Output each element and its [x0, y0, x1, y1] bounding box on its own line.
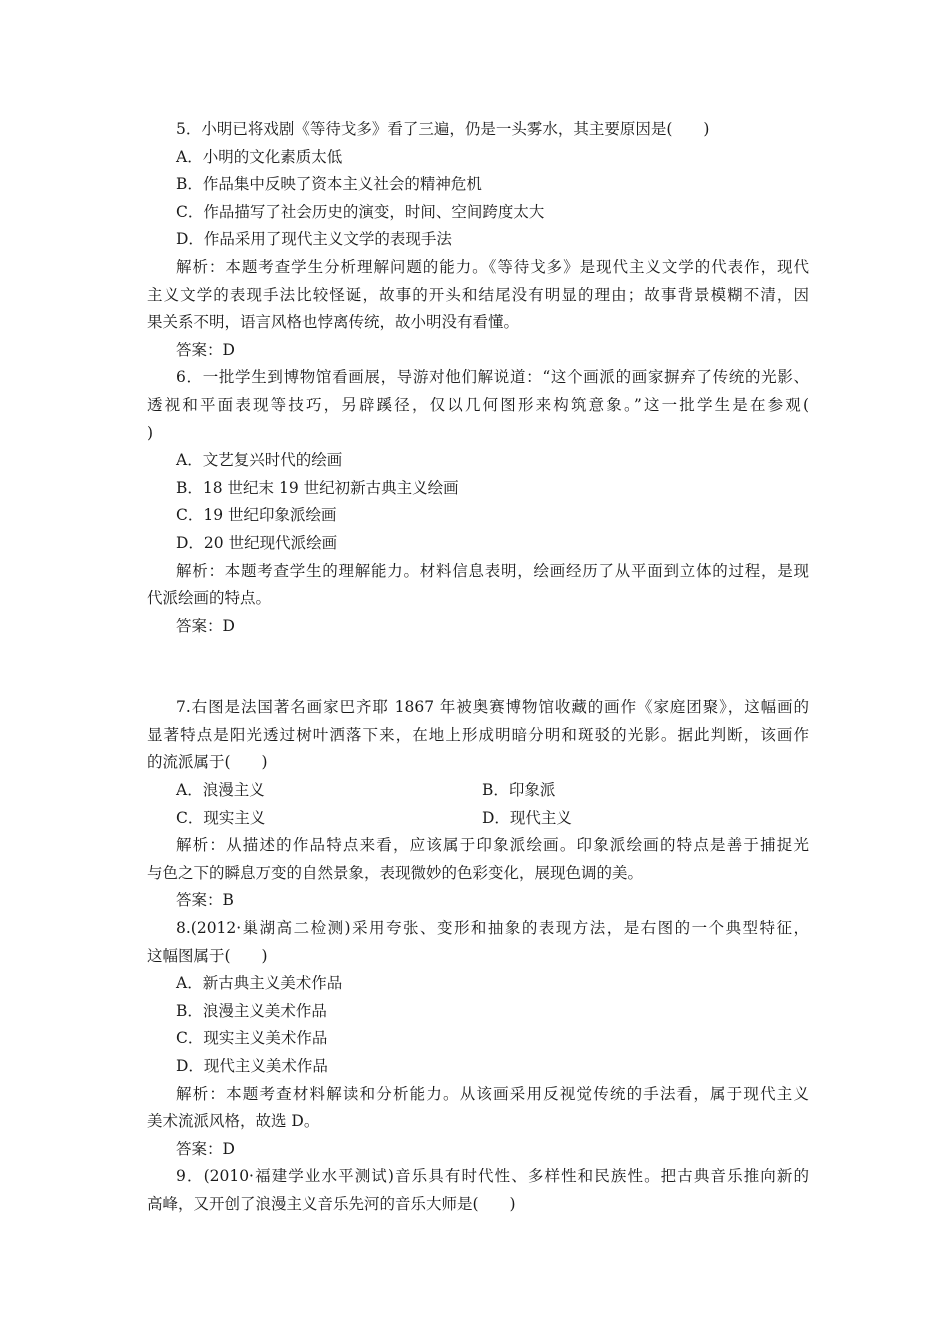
question-7 — [147, 694, 809, 915]
answer: 答案：B — [176, 891, 234, 910]
option-b: B．印象派 — [482, 781, 556, 800]
question-6 — [147, 364, 809, 640]
analysis-line: 解析：本题考查材料解读和分析能力。从该画采用反视觉传统的手法看，属于现代主义 — [176, 1084, 809, 1103]
option-c: C．作品描写了社会历史的演变，时间、空间跨度太大 — [176, 202, 545, 221]
question-9 — [147, 1163, 809, 1218]
question-stem: 5．小明已将戏剧《等待戈多》看了三遍，仍是一头雾水，其主要原因是( ) — [176, 120, 710, 138]
answer: 答案：D — [176, 616, 235, 635]
option-row — [147, 805, 809, 833]
answer: 答案：D — [176, 340, 235, 359]
option-a: A．小明的文化素质太低 — [176, 147, 343, 166]
analysis-line: 主义文学的表现手法比较怪诞，故事的开头和结尾没有明显的理由；故事背景模糊不清，因 — [147, 285, 809, 304]
question-stem: ) — [147, 423, 154, 442]
analysis-line: 解析：本题考查学生分析理解问题的能力。《等待戈多》是现代主义文学的代表作，现代 — [176, 257, 809, 276]
answer: 答案：D — [176, 1139, 235, 1158]
option-b: B．浪漫主义美术作品 — [176, 1001, 327, 1020]
analysis-line: 果关系不明，语言风格也悖离传统，故小明没有看懂。 — [147, 313, 520, 332]
option-d: D．现代主义美术作品 — [176, 1057, 328, 1075]
analysis-line: 美术流派风格，故选 D。 — [147, 1112, 320, 1131]
analysis-line: 解析：从描述的作品特点来看，应该属于印象派绘画。印象派绘画的特点是善于捕捉光 — [176, 836, 809, 855]
option-b: B．18 世纪末 19 世纪初新古典主义绘画 — [176, 478, 459, 497]
question-stem: 这幅图属于( ) — [147, 946, 268, 965]
option-row — [147, 777, 809, 805]
section-gap — [147, 640, 809, 694]
analysis-line: 解析：本题考查学生的理解能力。材料信息表明，绘画经历了从平面到立体的过程，是现 — [176, 561, 809, 580]
option-b: B．作品集中反映了资本主义社会的精神危机 — [176, 175, 482, 194]
option-c: C．现实主义 — [176, 808, 266, 827]
question-stem: 显著特点是阳光透过树叶洒落下来，在地上形成明暗分明和斑驳的光影。据此判断，该画作 — [147, 725, 809, 744]
option-d: D．作品采用了现代主义文学的表现手法 — [176, 230, 452, 249]
document-page — [147, 116, 809, 1219]
question-stem: 9．(2010·福建学业水平测试)音乐具有时代性、多样性和民族性。把古典音乐推向新的 — [176, 1167, 809, 1186]
question-stem: 的流派属于( ) — [147, 753, 268, 772]
option-d: D．20 世纪现代派绘画 — [176, 533, 338, 552]
option-c: C．现实主义美术作品 — [176, 1029, 328, 1048]
option-a: A．新古典主义美术作品 — [176, 974, 343, 993]
question-5 — [147, 116, 809, 364]
question-stem: 6．一批学生到博物馆看画展，导游对他们解说道：“这个画派的画家摒弃了传统的光影、 — [176, 368, 809, 387]
analysis-line: 代派绘画的特点。 — [147, 589, 272, 608]
question-stem: 高峰，又开创了浪漫主义音乐先河的音乐大师是( ) — [147, 1194, 516, 1213]
option-c: C．19 世纪印象派绘画 — [176, 506, 337, 525]
question-stem: 7.右图是法国著名画家巴齐耶 1867 年被奥赛博物馆收藏的画作《家庭团聚》，这幅画的 — [176, 698, 809, 717]
question-stem: 透视和平面表现等技巧，另辟蹊径，仅以几何图形来构筑意象。”这一批学生是在参观( — [147, 395, 809, 414]
question-8 — [147, 915, 809, 1163]
question-stem: 8.(2012·巢湖高二检测)采用夸张、变形和抽象的表现方法，是右图的一个典型特征， — [176, 919, 809, 938]
analysis-line: 与色之下的瞬息万变的自然景象，表现微妙的色彩变化，展现色调的美。 — [147, 863, 644, 882]
option-a: A．浪漫主义 — [176, 781, 265, 800]
option-a: A．文艺复兴时代的绘画 — [176, 451, 343, 470]
option-d: D．现代主义 — [482, 808, 572, 827]
